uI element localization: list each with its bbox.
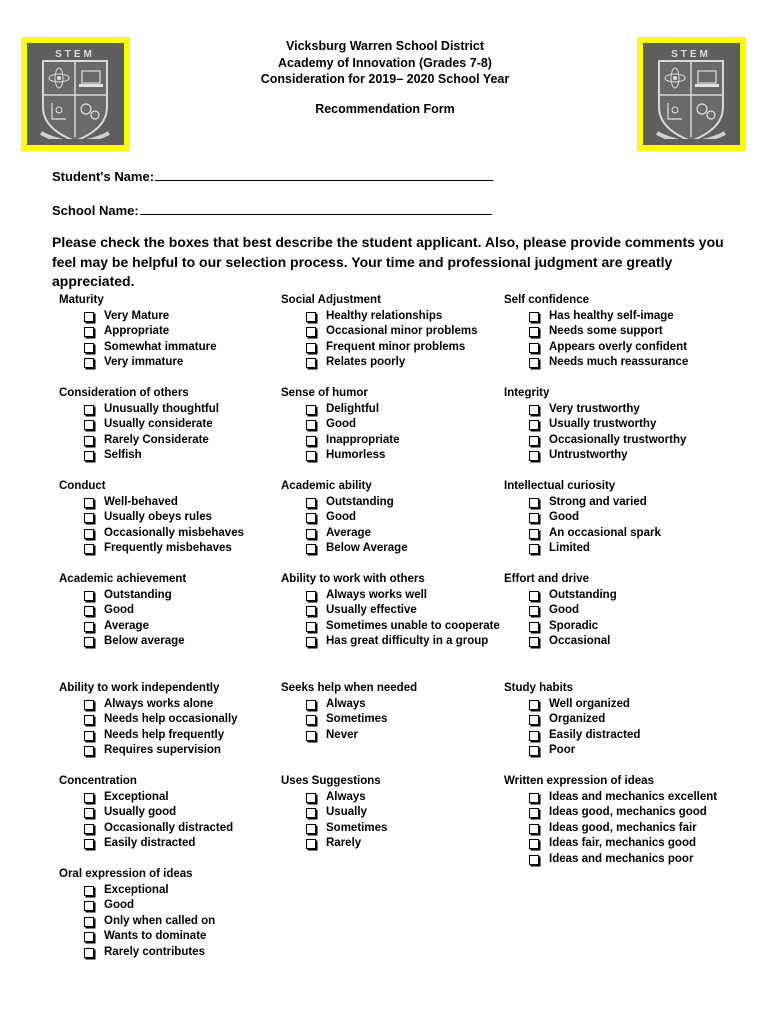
checkbox-icon[interactable] [84, 948, 94, 958]
checkbox-icon[interactable] [306, 622, 316, 632]
option-label: Occasionally trustworthy [549, 433, 687, 446]
checkbox-option[interactable] [281, 433, 506, 449]
checkbox-option[interactable] [59, 836, 284, 852]
option-label: Sometimes unable to cooperate [326, 619, 500, 632]
option-label: Needs some support [549, 325, 663, 337]
checkbox-option[interactable] [504, 790, 729, 806]
checkbox-option[interactable] [59, 541, 284, 557]
checkbox-icon[interactable] [306, 808, 316, 818]
checkbox-option[interactable] [59, 355, 284, 371]
option-label: Outstanding [104, 588, 172, 601]
checkbox-icon[interactable] [84, 591, 94, 601]
option-label: Rarely [326, 837, 362, 849]
option-label: Good [326, 418, 357, 430]
checkbox-icon[interactable] [84, 343, 94, 353]
checkbox-option[interactable] [504, 324, 729, 340]
checkbox-icon[interactable] [84, 793, 94, 803]
option-label: Occasionally distracted [104, 821, 234, 834]
checkbox-icon[interactable] [306, 513, 316, 523]
checkbox-icon[interactable] [306, 343, 316, 353]
option-label: Healthy relationships [326, 309, 443, 322]
option-label: Rarely Considerate [104, 433, 209, 446]
checkbox-option[interactable] [504, 805, 729, 821]
checkbox-option[interactable] [59, 340, 284, 356]
checkbox-option[interactable] [281, 588, 506, 604]
category-title: Academic achievement [59, 573, 187, 585]
option-label: Always [326, 697, 366, 710]
academy-name: Academy of Innovation (Grades 7-8) [278, 55, 492, 70]
checkbox-icon[interactable] [529, 420, 539, 430]
option-label: Strong and varied [549, 495, 647, 508]
category-title: Integrity [504, 387, 550, 399]
checkbox-option[interactable] [281, 510, 506, 526]
category-block [281, 386, 506, 464]
checkbox-option[interactable] [59, 495, 284, 511]
checkbox-icon[interactable] [529, 436, 539, 446]
checkbox-icon[interactable] [84, 513, 94, 523]
checkbox-option[interactable] [504, 340, 729, 356]
checkbox-option[interactable] [281, 790, 506, 806]
option-label: An occasional spark [549, 526, 661, 539]
checkbox-icon[interactable] [84, 606, 94, 616]
checkbox-icon[interactable] [306, 436, 316, 446]
student-name-line[interactable] [155, 179, 493, 181]
checkbox-icon[interactable] [529, 358, 539, 368]
checkbox-option[interactable] [281, 728, 506, 744]
checkbox-icon[interactable] [84, 451, 94, 461]
option-label: Very immature [104, 356, 184, 368]
checkbox-option[interactable] [281, 821, 506, 837]
checkbox-option[interactable] [281, 309, 506, 325]
checkbox-option[interactable] [59, 728, 284, 744]
checkbox-icon[interactable] [84, 637, 94, 647]
option-label: Very trustworthy [549, 402, 640, 415]
checkbox-option[interactable] [281, 417, 506, 433]
checkbox-icon[interactable] [529, 405, 539, 415]
category-title: Sense of humor [281, 387, 368, 399]
category-block [281, 479, 506, 557]
option-label: Below average [104, 635, 185, 647]
option-label: Usually considerate [104, 418, 213, 430]
checkbox-option[interactable] [504, 495, 729, 511]
category-block [504, 572, 729, 650]
checkbox-icon[interactable] [306, 793, 316, 803]
checkbox-icon[interactable] [84, 746, 94, 756]
checkbox-option[interactable] [504, 402, 729, 418]
checkbox-option[interactable] [504, 712, 729, 728]
option-label: Usually good [104, 806, 177, 818]
checkbox-icon[interactable] [306, 529, 316, 539]
checkbox-icon[interactable] [529, 715, 539, 725]
checkbox-icon[interactable] [84, 312, 94, 322]
checkbox-option[interactable] [59, 619, 284, 635]
checkbox-option[interactable] [281, 355, 506, 371]
checkbox-icon[interactable] [306, 715, 316, 725]
category-title: Self confidence [504, 294, 589, 306]
option-label: Ideas and mechanics excellent [549, 790, 718, 803]
checkbox-option[interactable] [281, 495, 506, 511]
category-title: Intellectual curiosity [504, 480, 616, 492]
option-label: Frequent minor problems [326, 340, 466, 353]
checkbox-icon[interactable] [84, 731, 94, 741]
option-label: Easily distracted [549, 728, 641, 741]
checkbox-option[interactable] [504, 588, 729, 604]
checkbox-icon[interactable] [84, 529, 94, 539]
option-label: Good [104, 899, 135, 911]
checkbox-option[interactable] [281, 634, 506, 650]
checkbox-option[interactable] [281, 712, 506, 728]
checkbox-option[interactable] [59, 402, 284, 418]
checkbox-option[interactable] [281, 836, 506, 852]
form-header [200, 38, 570, 117]
option-label: Well organized [549, 697, 630, 710]
checkbox-icon[interactable] [306, 544, 316, 554]
category-title: Uses Suggestions [281, 775, 381, 787]
checkbox-option[interactable] [281, 324, 506, 340]
checkbox-icon[interactable] [306, 451, 316, 461]
student-name-field[interactable] [52, 169, 493, 184]
option-label: Needs help occasionally [104, 713, 238, 725]
checkbox-option[interactable] [504, 355, 729, 371]
option-label: Occasionally misbehaves [104, 526, 244, 539]
svg-text:STEM: STEM [55, 49, 95, 60]
checkbox-icon[interactable] [529, 855, 539, 865]
category-block [504, 479, 729, 557]
option-label: Delightful [326, 402, 380, 415]
checkbox-option[interactable] [504, 836, 729, 852]
checkbox-icon[interactable] [529, 637, 539, 647]
checkbox-icon[interactable] [84, 839, 94, 849]
option-label: Good [104, 604, 135, 616]
option-label: Occasional [549, 635, 611, 647]
checkbox-icon[interactable] [306, 591, 316, 601]
option-label: Has healthy self-image [549, 309, 674, 322]
checkbox-icon[interactable] [529, 591, 539, 601]
category-title: Consideration of others [59, 387, 189, 399]
checkbox-icon[interactable] [529, 606, 539, 616]
checkbox-icon[interactable] [529, 839, 539, 849]
checkbox-option[interactable] [504, 433, 729, 449]
option-label: Very Mature [104, 309, 170, 322]
checkbox-icon[interactable] [84, 544, 94, 554]
checkbox-icon[interactable] [84, 901, 94, 911]
option-label: Organized [549, 713, 606, 725]
checkbox-option[interactable] [281, 603, 506, 619]
option-label: Needs help frequently [104, 728, 225, 741]
school-name-label: School Name: [52, 203, 139, 218]
checkbox-option[interactable] [281, 697, 506, 713]
checkbox-icon[interactable] [529, 529, 539, 539]
checkbox-icon[interactable] [84, 420, 94, 430]
checkbox-option[interactable] [59, 433, 284, 449]
checkbox-option[interactable] [59, 417, 284, 433]
checkbox-option[interactable] [504, 526, 729, 542]
category-block [504, 681, 729, 759]
checkbox-icon[interactable] [306, 839, 316, 849]
checkbox-option[interactable] [504, 510, 729, 526]
checkbox-icon[interactable] [529, 498, 539, 508]
checkbox-icon[interactable] [84, 932, 94, 942]
category-block [59, 681, 284, 759]
stem-crest-icon [21, 37, 118, 139]
checkbox-option[interactable] [281, 448, 506, 464]
checkbox-icon[interactable] [529, 327, 539, 337]
category-block [504, 774, 729, 867]
checkbox-option[interactable] [59, 309, 284, 325]
category-block [59, 867, 284, 960]
category-block [281, 293, 506, 371]
checkbox-option[interactable] [504, 541, 729, 557]
option-label: Selfish [104, 449, 142, 461]
option-label: Appears overly confident [549, 340, 688, 353]
checkbox-option[interactable] [281, 619, 506, 635]
checkbox-icon[interactable] [306, 731, 316, 741]
checkbox-icon[interactable] [529, 808, 539, 818]
option-label: Sometimes [326, 821, 388, 834]
checkbox-icon[interactable] [84, 715, 94, 725]
checkbox-icon[interactable] [84, 358, 94, 368]
checkbox-icon[interactable] [306, 420, 316, 430]
checkbox-option[interactable] [504, 634, 729, 650]
option-label: Limited [549, 542, 590, 554]
checkbox-icon[interactable] [529, 451, 539, 461]
school-year: Consideration for 2019– 2020 School Year [260, 72, 510, 86]
option-label: Average [326, 526, 371, 539]
checkbox-icon[interactable] [84, 824, 94, 834]
category-block [281, 681, 506, 743]
checkbox-option[interactable] [59, 697, 284, 713]
checkbox-option[interactable] [504, 697, 729, 713]
category-title: Seeks help when needed [281, 682, 418, 694]
checkbox-option[interactable] [504, 821, 729, 837]
category-block [281, 774, 506, 852]
checkbox-icon[interactable] [529, 544, 539, 554]
checkbox-icon[interactable] [529, 793, 539, 803]
category-title: Ability to work independently [59, 682, 220, 694]
option-label: Sporadic [549, 619, 599, 632]
checkbox-icon[interactable] [84, 886, 94, 896]
checkbox-option[interactable] [504, 852, 729, 868]
option-label: Ideas good, mechanics good [549, 806, 707, 818]
option-label: Easily distracted [104, 837, 196, 849]
option-label: Has great difficulty in a group [326, 635, 489, 647]
option-label: Good [549, 604, 580, 616]
district-name: Vicksburg Warren School District [286, 39, 484, 53]
checkbox-option[interactable] [59, 526, 284, 542]
checkbox-icon[interactable] [306, 327, 316, 337]
checkbox-option[interactable] [59, 790, 284, 806]
option-label: Exceptional [104, 790, 169, 803]
checkbox-option[interactable] [504, 728, 729, 744]
category-block [59, 386, 284, 464]
category-title: Written expression of ideas [504, 775, 654, 787]
checkbox-option[interactable] [281, 402, 506, 418]
option-label: Only when called on [104, 914, 216, 927]
option-label: Occasional minor problems [326, 325, 478, 337]
checkbox-option[interactable] [504, 603, 729, 619]
option-label: Relates poorly [326, 356, 406, 368]
checkbox-icon[interactable] [306, 358, 316, 368]
option-label: Average [104, 619, 149, 632]
school-name-line[interactable] [140, 213, 492, 215]
option-label: Needs much reassurance [549, 356, 689, 368]
checkbox-option[interactable] [281, 805, 506, 821]
checkbox-option[interactable] [59, 510, 284, 526]
option-label: Good [549, 511, 580, 523]
option-label: Below Average [326, 542, 408, 554]
category-title: Conduct [59, 480, 106, 492]
checkbox-icon[interactable] [529, 731, 539, 741]
checkbox-option[interactable] [504, 417, 729, 433]
option-label: Outstanding [549, 588, 617, 601]
checkbox-option[interactable] [504, 309, 729, 325]
option-label: Always [326, 790, 366, 803]
checkbox-icon[interactable] [84, 405, 94, 415]
checkbox-option[interactable] [59, 634, 284, 650]
category-block [59, 293, 284, 371]
checkbox-option[interactable] [59, 914, 284, 930]
checkbox-option[interactable] [59, 743, 284, 759]
option-label: Appropriate [104, 325, 170, 337]
option-label: Frequently misbehaves [104, 542, 232, 554]
option-label: Humorless [326, 449, 386, 461]
option-label: Never [326, 728, 358, 741]
option-label: Requires supervision [104, 744, 221, 756]
category-block [59, 572, 284, 650]
checkbox-icon[interactable] [306, 606, 316, 616]
option-label: Always works alone [104, 697, 214, 710]
option-label: Good [326, 511, 357, 523]
checkbox-icon[interactable] [306, 824, 316, 834]
category-title: Ability to work with others [281, 573, 425, 585]
checkbox-option[interactable] [59, 805, 284, 821]
checkbox-option[interactable] [59, 929, 284, 945]
option-label: Well-behaved [104, 495, 178, 508]
checkbox-icon[interactable] [84, 327, 94, 337]
option-label: Usually trustworthy [549, 418, 657, 430]
category-title: Study habits [504, 682, 574, 694]
checkbox-icon[interactable] [306, 637, 316, 647]
stem-logo-left [21, 37, 130, 151]
checkbox-icon[interactable] [306, 312, 316, 322]
checkbox-option[interactable] [59, 898, 284, 914]
category-block [59, 774, 284, 852]
category-title: Social Adjustment [281, 294, 381, 306]
checkbox-icon[interactable] [529, 513, 539, 523]
checkbox-icon[interactable] [306, 700, 316, 710]
stem-crest-icon [637, 37, 734, 139]
checkbox-option[interactable] [281, 526, 506, 542]
checkbox-option[interactable] [59, 588, 284, 604]
option-label: Wants to dominate [104, 930, 207, 942]
checkbox-icon[interactable] [306, 498, 316, 508]
checkbox-option[interactable] [504, 743, 729, 759]
checkbox-icon[interactable] [84, 700, 94, 710]
checkbox-icon[interactable] [84, 808, 94, 818]
option-label: Ideas good, mechanics fair [549, 821, 697, 834]
option-label: Inappropriate [326, 433, 400, 446]
category-title: Concentration [59, 775, 137, 787]
category-title: Effort and drive [504, 573, 589, 585]
checkbox-option[interactable] [59, 603, 284, 619]
checkbox-icon[interactable] [529, 622, 539, 632]
option-label: Unusually thoughtful [104, 402, 219, 415]
category-title: Academic ability [281, 480, 372, 492]
option-label: Untrustworthy [549, 449, 628, 461]
checkbox-icon[interactable] [529, 700, 539, 710]
option-label: Exceptional [104, 883, 169, 896]
option-label: Ideas and mechanics poor [549, 852, 694, 865]
category-title: Maturity [59, 294, 104, 306]
checkbox-icon[interactable] [84, 498, 94, 508]
checkbox-icon[interactable] [84, 622, 94, 632]
option-label: Outstanding [326, 495, 394, 508]
category-block [59, 479, 284, 557]
student-name-label: Student's Name: [52, 169, 155, 184]
checkbox-option[interactable] [59, 883, 284, 899]
checkbox-option[interactable] [59, 712, 284, 728]
checkbox-option[interactable] [59, 945, 284, 961]
option-label: Rarely contributes [104, 945, 205, 958]
checkbox-icon[interactable] [84, 436, 94, 446]
checkbox-option[interactable] [281, 541, 506, 557]
checkbox-option[interactable] [59, 821, 284, 837]
option-label: Poor [549, 744, 576, 756]
checkbox-option[interactable] [504, 448, 729, 464]
option-label: Usually [326, 806, 367, 818]
checkbox-icon[interactable] [84, 917, 94, 927]
checkbox-icon[interactable] [529, 343, 539, 353]
category-block [504, 293, 729, 371]
checkbox-option[interactable] [59, 448, 284, 464]
option-label: Sometimes [326, 713, 388, 725]
option-label: Usually obeys rules [104, 511, 213, 523]
option-label: Somewhat immature [104, 340, 217, 353]
category-block [281, 572, 506, 650]
instructions: Please check the boxes that best describe the student applicant. Also, please provide comments you feel may be helpful to our selection process. Your time and professional judgment are greatly appreciated. [52, 234, 724, 289]
form-title: Recommendation Form [315, 101, 455, 116]
checkbox-option[interactable] [59, 324, 284, 340]
category-block [504, 386, 729, 464]
category-title: Oral expression of ideas [59, 868, 193, 880]
school-name-field[interactable] [52, 203, 492, 218]
checkbox-option[interactable] [281, 340, 506, 356]
checkbox-option[interactable] [504, 619, 729, 635]
option-label: Always works well [326, 588, 427, 601]
option-label: Ideas fair, mechanics good [549, 837, 696, 849]
option-label: Usually effective [326, 604, 417, 616]
svg-text:STEM: STEM [671, 49, 711, 60]
checkbox-icon[interactable] [529, 746, 539, 756]
checkbox-icon[interactable] [529, 824, 539, 834]
stem-logo-right [637, 37, 746, 151]
checkbox-icon[interactable] [529, 312, 539, 322]
checkbox-icon[interactable] [306, 405, 316, 415]
